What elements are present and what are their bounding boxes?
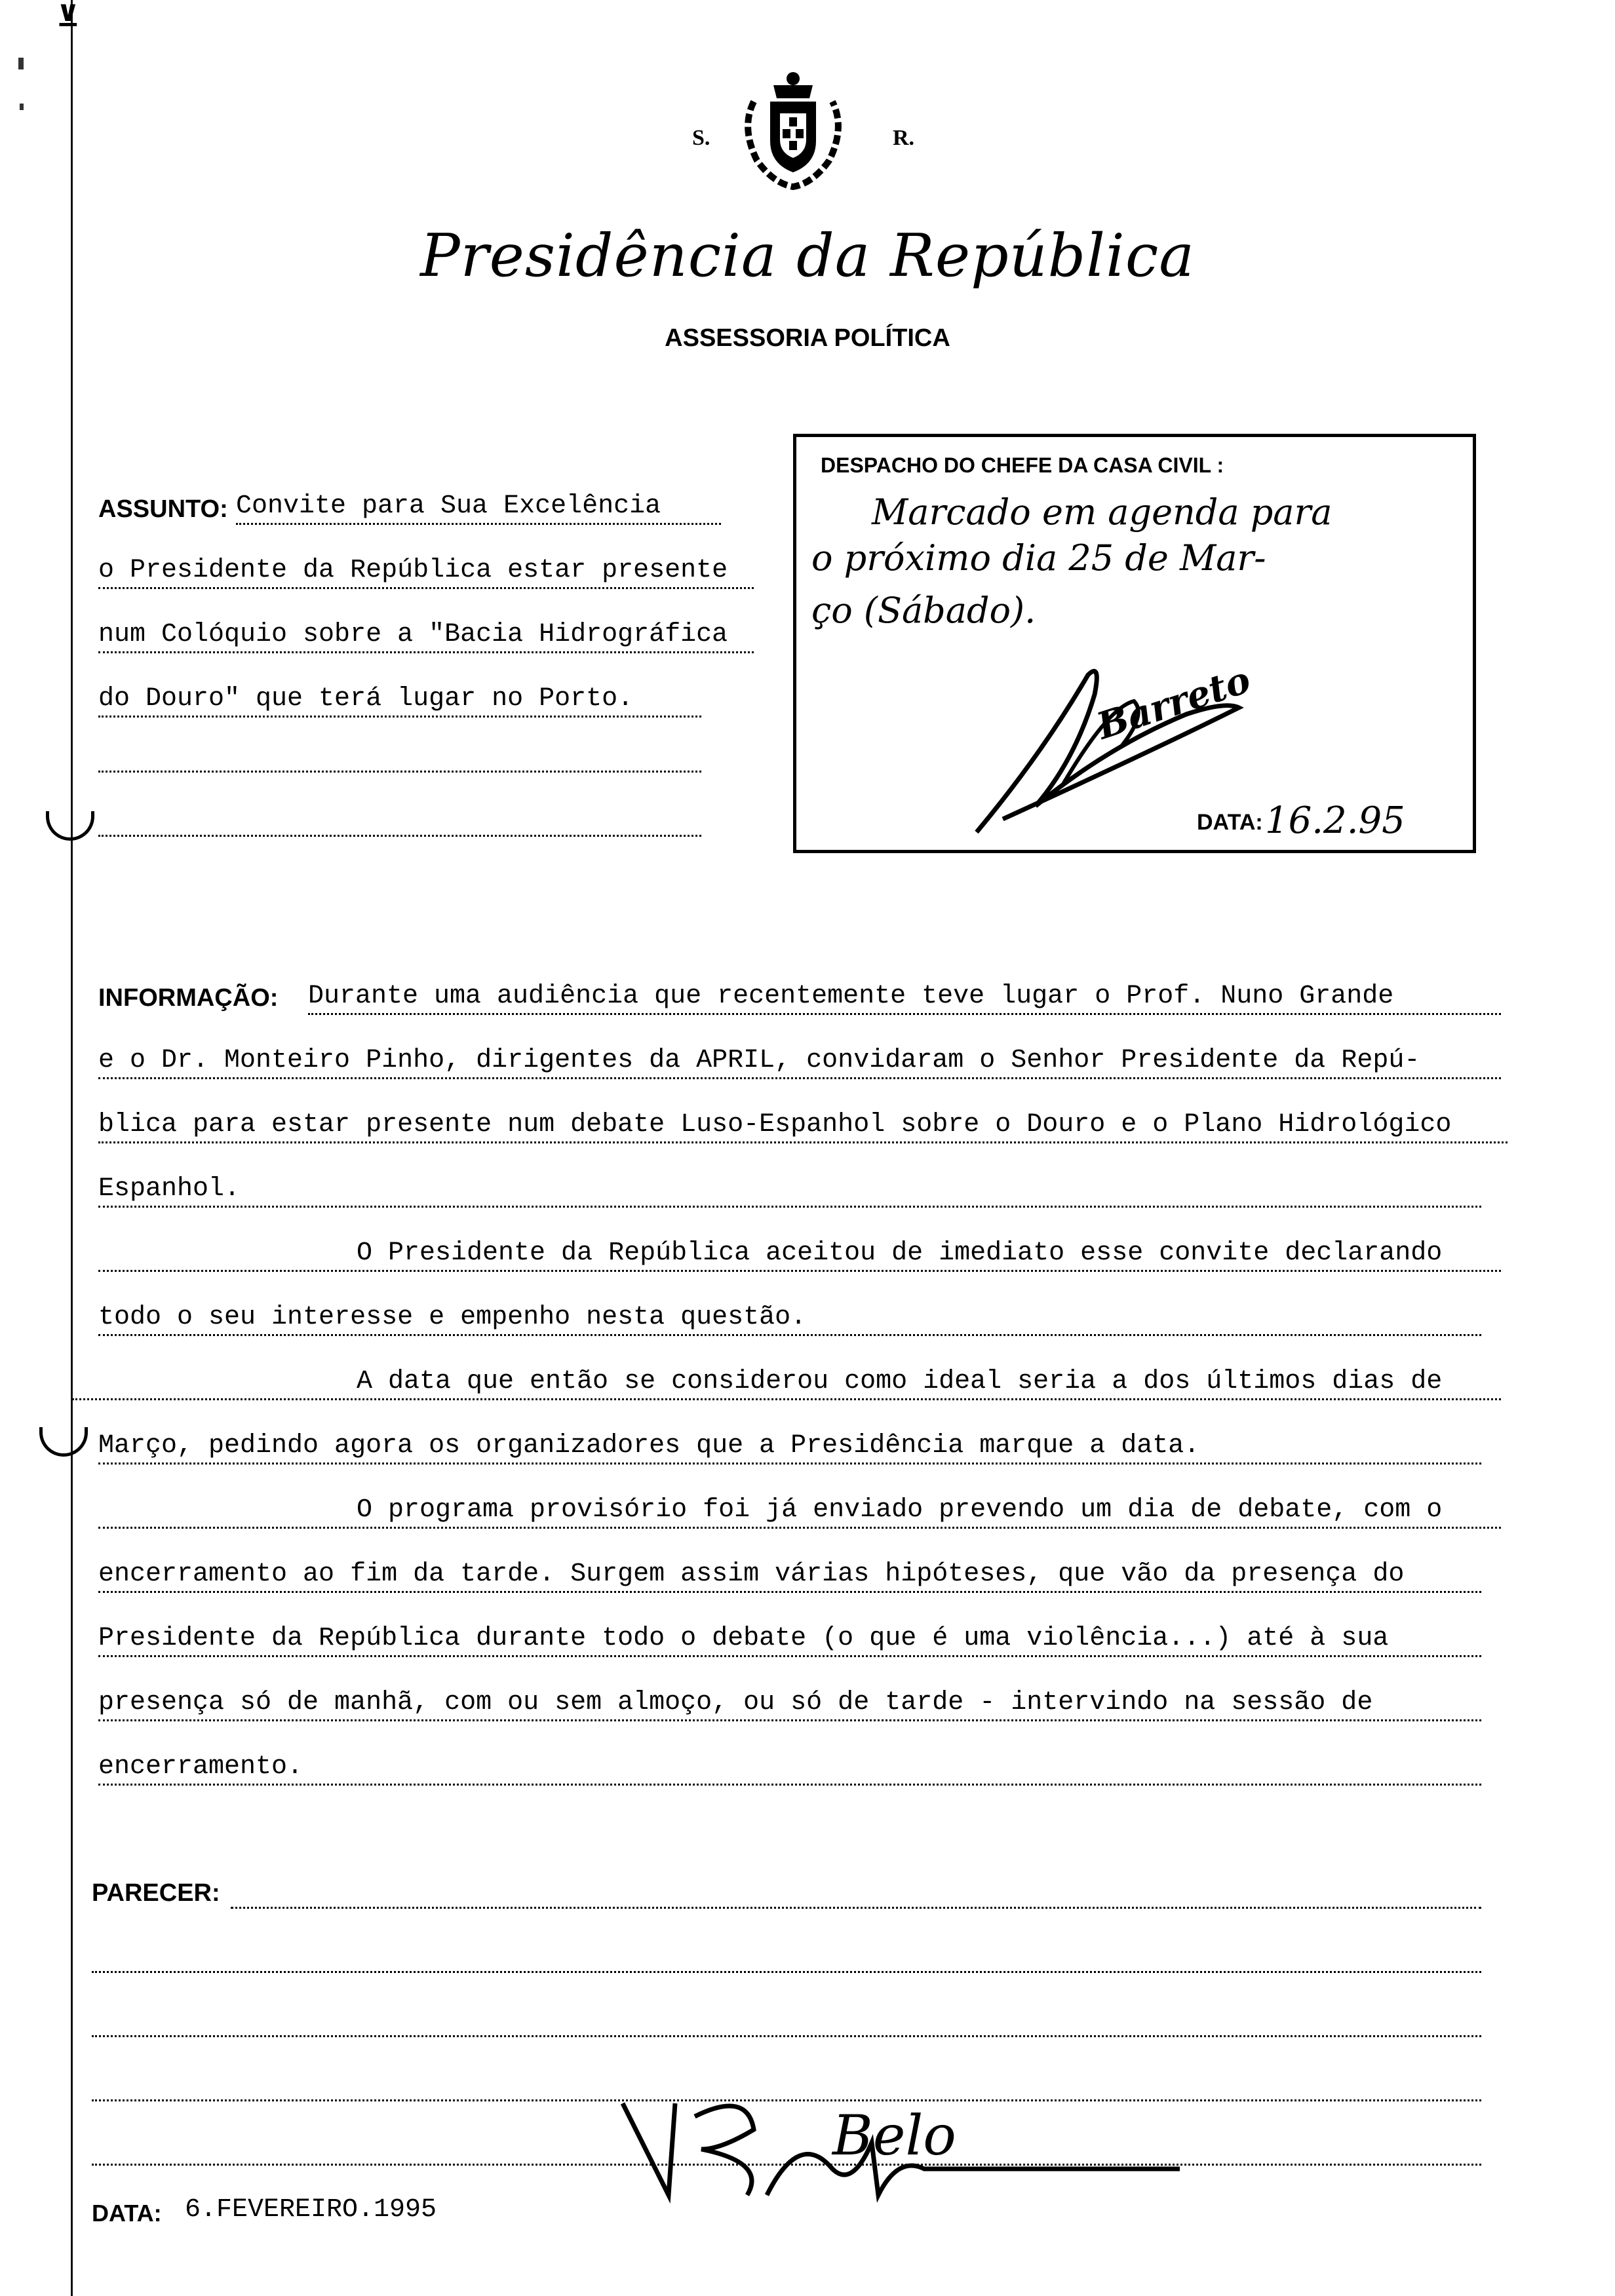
subject-line: num Colóquio sobre a "Bacia Hidrográfica bbox=[98, 619, 754, 653]
dispatch-handwritten-line: o próximo dia 25 de Mar- bbox=[811, 537, 1266, 579]
dispatch-date-value: 16.2.95 bbox=[1265, 799, 1405, 842]
information-line: encerramento. bbox=[98, 1751, 1481, 1786]
footer-date-label: DATA: bbox=[92, 2200, 162, 2227]
institution-title: Presidência da República bbox=[420, 221, 1195, 290]
information-line: Março, pedindo agora os organizadores que a Presidência marque a data. bbox=[98, 1430, 1481, 1464]
information-line: blica para estar presente num debate Luso-Espanhol sobre o Douro e o Plano Hidrológico bbox=[98, 1109, 1508, 1143]
binder-ring-icon bbox=[39, 1427, 88, 1457]
chief-signature-text: Barreto bbox=[1091, 658, 1256, 748]
dispatch-handwritten-line: ço (Sábado). bbox=[811, 590, 1036, 631]
information-line: e o Dr. Monteiro Pinho, dirigentes da APRIL, convidaram o Senhor Presidente da Repú- bbox=[98, 1044, 1501, 1079]
information-line: todo o seu interesse e empenho nesta questão. bbox=[98, 1301, 1481, 1336]
subject-label: ASSUNTO: bbox=[98, 495, 228, 523]
information-line: encerramento ao fim da tarde. Surgem assim várias hipóteses, que vão da presença do bbox=[98, 1558, 1481, 1593]
information-line: presença só de manhã, com ou sem almoço, ou só de tarde - intervindo na sessão de bbox=[98, 1687, 1481, 1721]
subject-line: do Douro" que terá lugar no Porto. bbox=[98, 683, 701, 718]
information-line: Durante uma audiência que recentemente teve lugar o Prof. Nuno Grande bbox=[308, 980, 1501, 1015]
opinion-label: PARECER: bbox=[92, 1879, 220, 1907]
punch-mark bbox=[20, 104, 24, 110]
dispatch-date-label: DATA: bbox=[1197, 810, 1263, 835]
letterhead-initial-right: R. bbox=[893, 126, 915, 150]
information-line: Presidente da República durante todo o debate (o que é uma violência...) até à sua bbox=[98, 1622, 1481, 1657]
letterhead-initial-left: S. bbox=[692, 126, 710, 150]
subject-line: Convite para Sua Excelência bbox=[236, 490, 721, 525]
punch-mark bbox=[18, 58, 24, 69]
blank-subject-line bbox=[98, 835, 701, 837]
dispatch-box-title: DESPACHO DO CHEFE DA CASA CIVIL : bbox=[821, 453, 1224, 477]
subject-line: o Presidente da República estar presente bbox=[98, 554, 754, 589]
coat-of-arms-emblem bbox=[728, 62, 859, 193]
blank-subject-line bbox=[98, 771, 701, 773]
department-heading: ASSESSORIA POLÍTICA bbox=[665, 324, 950, 352]
staple-mark-icon: ⊻ bbox=[56, 1, 80, 33]
information-line: O Presidente da República aceitou de imediato esse convite declarando bbox=[98, 1237, 1501, 1272]
information-line: O programa provisório foi já enviado prevendo um dia de debate, com o bbox=[98, 1494, 1501, 1529]
binder-ring-icon bbox=[46, 811, 94, 841]
information-line: Espanhol. bbox=[98, 1173, 1481, 1208]
opinion-line bbox=[231, 1907, 1481, 1909]
opinion-signature-text: Belo bbox=[832, 2103, 956, 2168]
opinion-signature bbox=[616, 2090, 1193, 2208]
dispatch-handwritten-line: Marcado em agenda para bbox=[872, 491, 1333, 533]
footer-date-value: 6.FEVEREIRO.1995 bbox=[185, 2195, 437, 2225]
information-label: INFORMAÇÃO: bbox=[98, 984, 279, 1012]
information-line: A data que então se considerou como ideal seria a dos últimos dias de bbox=[72, 1366, 1501, 1400]
opinion-line bbox=[92, 1971, 1481, 1973]
opinion-line bbox=[92, 2035, 1481, 2037]
